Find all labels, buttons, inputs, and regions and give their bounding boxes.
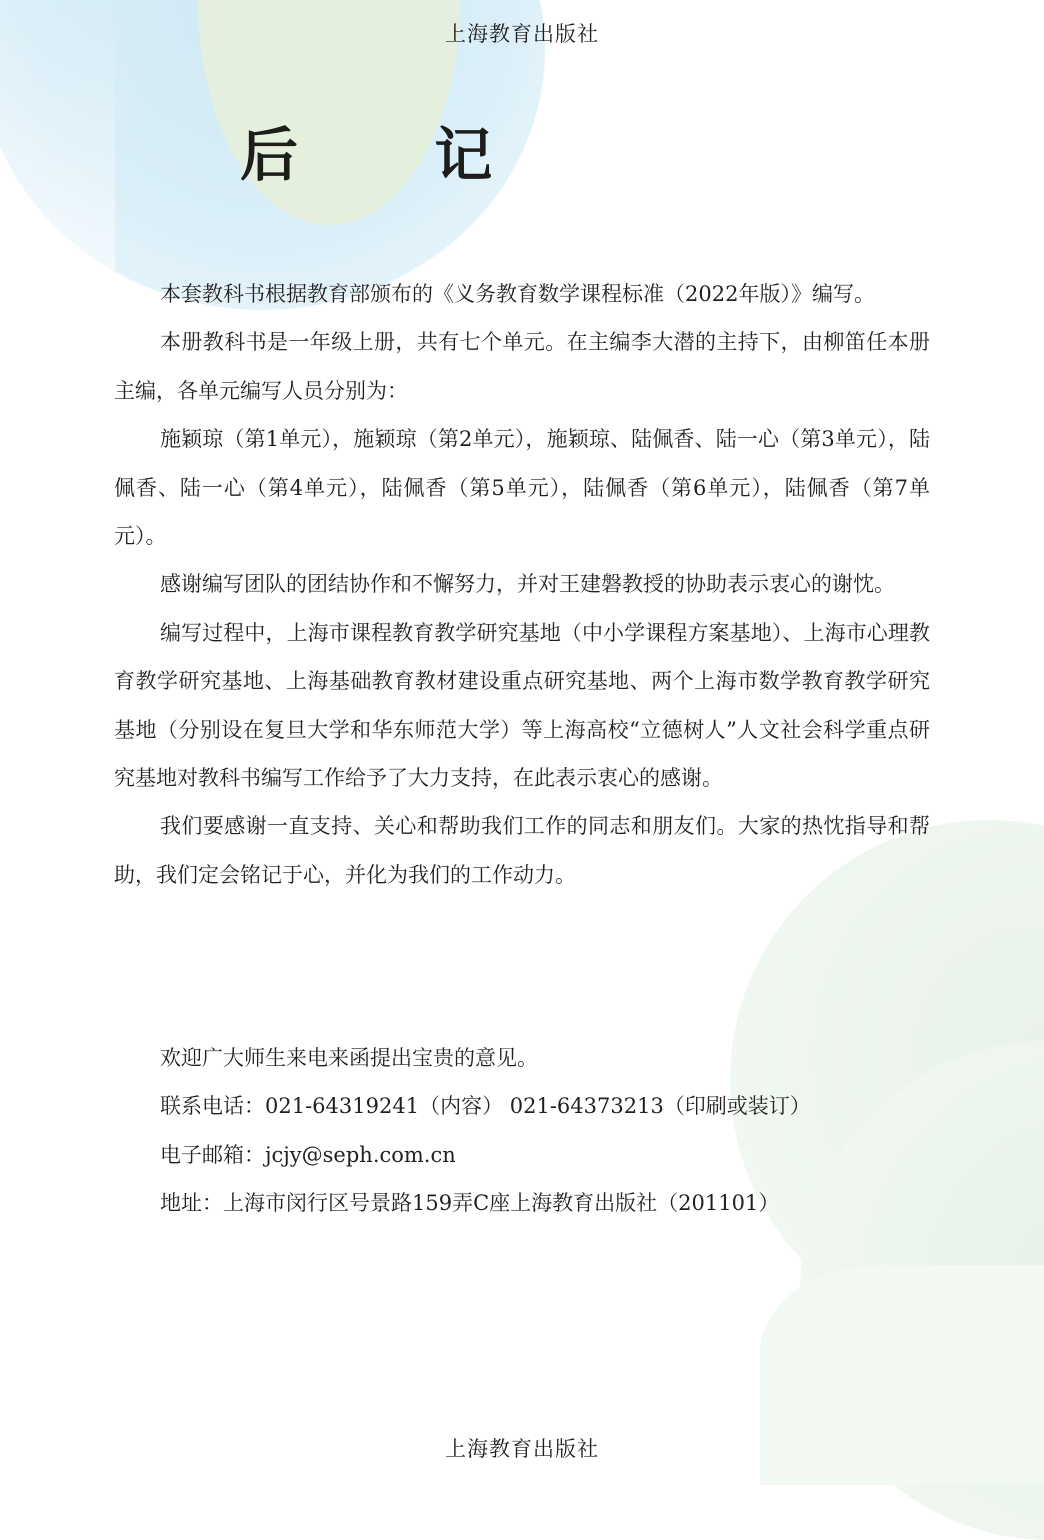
paragraph-thanks-institutions: 编写过程中，上海市课程教育教学研究基地（中小学课程方案基地）、上海市心理教育教学研究基地、上海基础教育教材建设重点研究基地、两个上海市数学教育教学研究基地（分别设在复旦大学和华东师范大学）等上海高校“立德树人”人文社会科学重点研究基地对教科书编写工作给予了大力支持，在此表示衷心的感谢。 xyxy=(114,620,930,791)
paragraph-editors: 本册教科书是一年级上册，共有七个单元。在主编李大潜的主持下，由柳笛任本册主编，各单元编写人员分别为： xyxy=(114,330,930,403)
paragraph-unit-authors: 施颖琼（第1单元），施颖琼（第2单元），施颖琼、陆佩香、陆一心（第3单元），陆佩香、陆一心（第4单元），陆佩香（第5单元），陆佩香（第6单元），陆佩香（第7单元）。 xyxy=(114,427,930,549)
contact-address: 地址：上海市闵行区号景路159弄C座上海教育出版社（201101） xyxy=(160,1191,780,1216)
paragraph-intro: 本套教科书根据教育部颁布的《义务教育数学课程标准（2022年版）》编写。 xyxy=(160,282,875,306)
publisher-header: 上海教育出版社 xyxy=(445,22,599,46)
paragraph-thanks-friends: 我们要感谢一直支持、关心和帮助我们工作的同志和朋友们。大家的热忱指导和帮助，我们定会铭记于心，并化为我们的工作动力。 xyxy=(114,814,930,887)
publisher-footer: 上海教育出版社 xyxy=(445,1437,599,1461)
contact-email: 电子邮箱：jcjy@seph.com.cn xyxy=(160,1142,456,1167)
welcome-text: 欢迎广大师生来电来函提出宝贵的意见。 xyxy=(160,1046,538,1070)
contact-info xyxy=(160,1034,811,1228)
page-title: 后 记 xyxy=(240,121,551,189)
afterword-body xyxy=(114,270,930,899)
paragraph-thanks-team: 感谢编写团队的团结协作和不懈努力，并对王建磐教授的协助表示衷心的谢忱。 xyxy=(160,572,895,597)
contact-phone: 联系电话：021-64319241（内容） 021-64373213（印刷或装订） xyxy=(160,1094,811,1119)
